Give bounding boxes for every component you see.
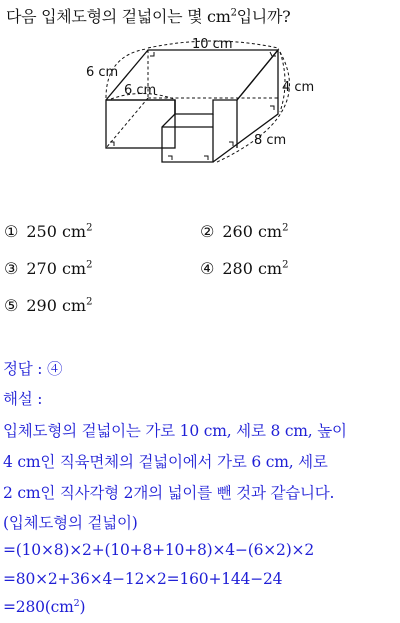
choice-2-marker: ② <box>200 222 215 241</box>
choice-4[interactable] <box>200 259 288 278</box>
explanation-line-7 <box>3 598 85 616</box>
choice-1[interactable] <box>4 222 92 241</box>
explanation-line-3: 2 cm인 직사각형 2개의 넓이를 뺀 것과 같습니다. <box>3 484 335 502</box>
explanation-line-5: =(10×8)×2+(10+8+10+8)×4−(6×2)×2 <box>3 541 315 559</box>
choice-5-exp: 2 <box>86 296 93 308</box>
right-angle-mark <box>204 156 208 160</box>
label-right-height: 4 cm <box>282 80 315 95</box>
explanation-line-1: 입체도형의 겉넓이는 가로 10 cm, 세로 8 cm, 높이 <box>3 422 347 440</box>
result-exponent: 2 <box>73 598 80 609</box>
choice-5-value: 290 cm <box>26 296 87 315</box>
explanation-heading: 해설 : <box>3 390 43 408</box>
right-angle-mark <box>168 156 172 160</box>
explanation-line-4: (입체도형의 겉넓이) <box>3 514 138 532</box>
choice-1-value: 250 cm <box>26 222 87 241</box>
choice-3-marker: ③ <box>4 259 19 278</box>
result-suffix: ) <box>79 598 86 617</box>
right-angle-mark <box>110 142 114 146</box>
solid-figure-diagram <box>84 36 324 184</box>
label-left-depth: 6 cm <box>86 65 119 80</box>
label-top-length: 10 cm <box>192 37 233 52</box>
explanation-line-2: 4 cm인 직육면체의 겉넓이에서 가로 6 cm, 세로 <box>3 453 328 471</box>
explanation-line-6: =80×2+36×4−12×2=160+144−24 <box>3 570 283 588</box>
choice-3-value: 270 cm <box>26 259 87 278</box>
question-suffix: 입니까? <box>236 7 291 26</box>
choice-3-exp: 2 <box>86 259 93 271</box>
right-angle-mark <box>229 142 233 146</box>
choice-4-value: 280 cm <box>222 259 283 278</box>
right-angle-mark <box>270 106 274 110</box>
choice-1-marker: ① <box>4 222 19 241</box>
right-angle-mark <box>150 52 154 56</box>
question-prefix: 다음 입체도형의 겉넓이는 몇 <box>6 7 208 26</box>
choice-5-marker: ⑤ <box>4 296 19 315</box>
choice-2-exp: 2 <box>282 222 289 234</box>
choice-2[interactable] <box>200 222 288 241</box>
choice-1-exp: 2 <box>86 222 93 234</box>
choice-4-exp: 2 <box>282 259 289 271</box>
choice-3[interactable] <box>4 259 92 278</box>
choice-2-value: 260 cm <box>222 222 283 241</box>
choice-5[interactable] <box>4 296 92 315</box>
notch-side-face <box>162 100 213 162</box>
label-inner-width: 6 cm <box>124 83 157 98</box>
label-bottom-depth: 8 cm <box>254 133 287 148</box>
hidden-edge <box>106 98 148 148</box>
choice-4-marker: ④ <box>200 259 215 278</box>
answer-line: 정답 : ④ <box>3 360 63 378</box>
question-exponent: 2 <box>230 7 237 19</box>
result-prefix: =280(cm <box>3 598 74 617</box>
question-text <box>6 4 290 27</box>
question-unit: cm <box>207 7 231 26</box>
